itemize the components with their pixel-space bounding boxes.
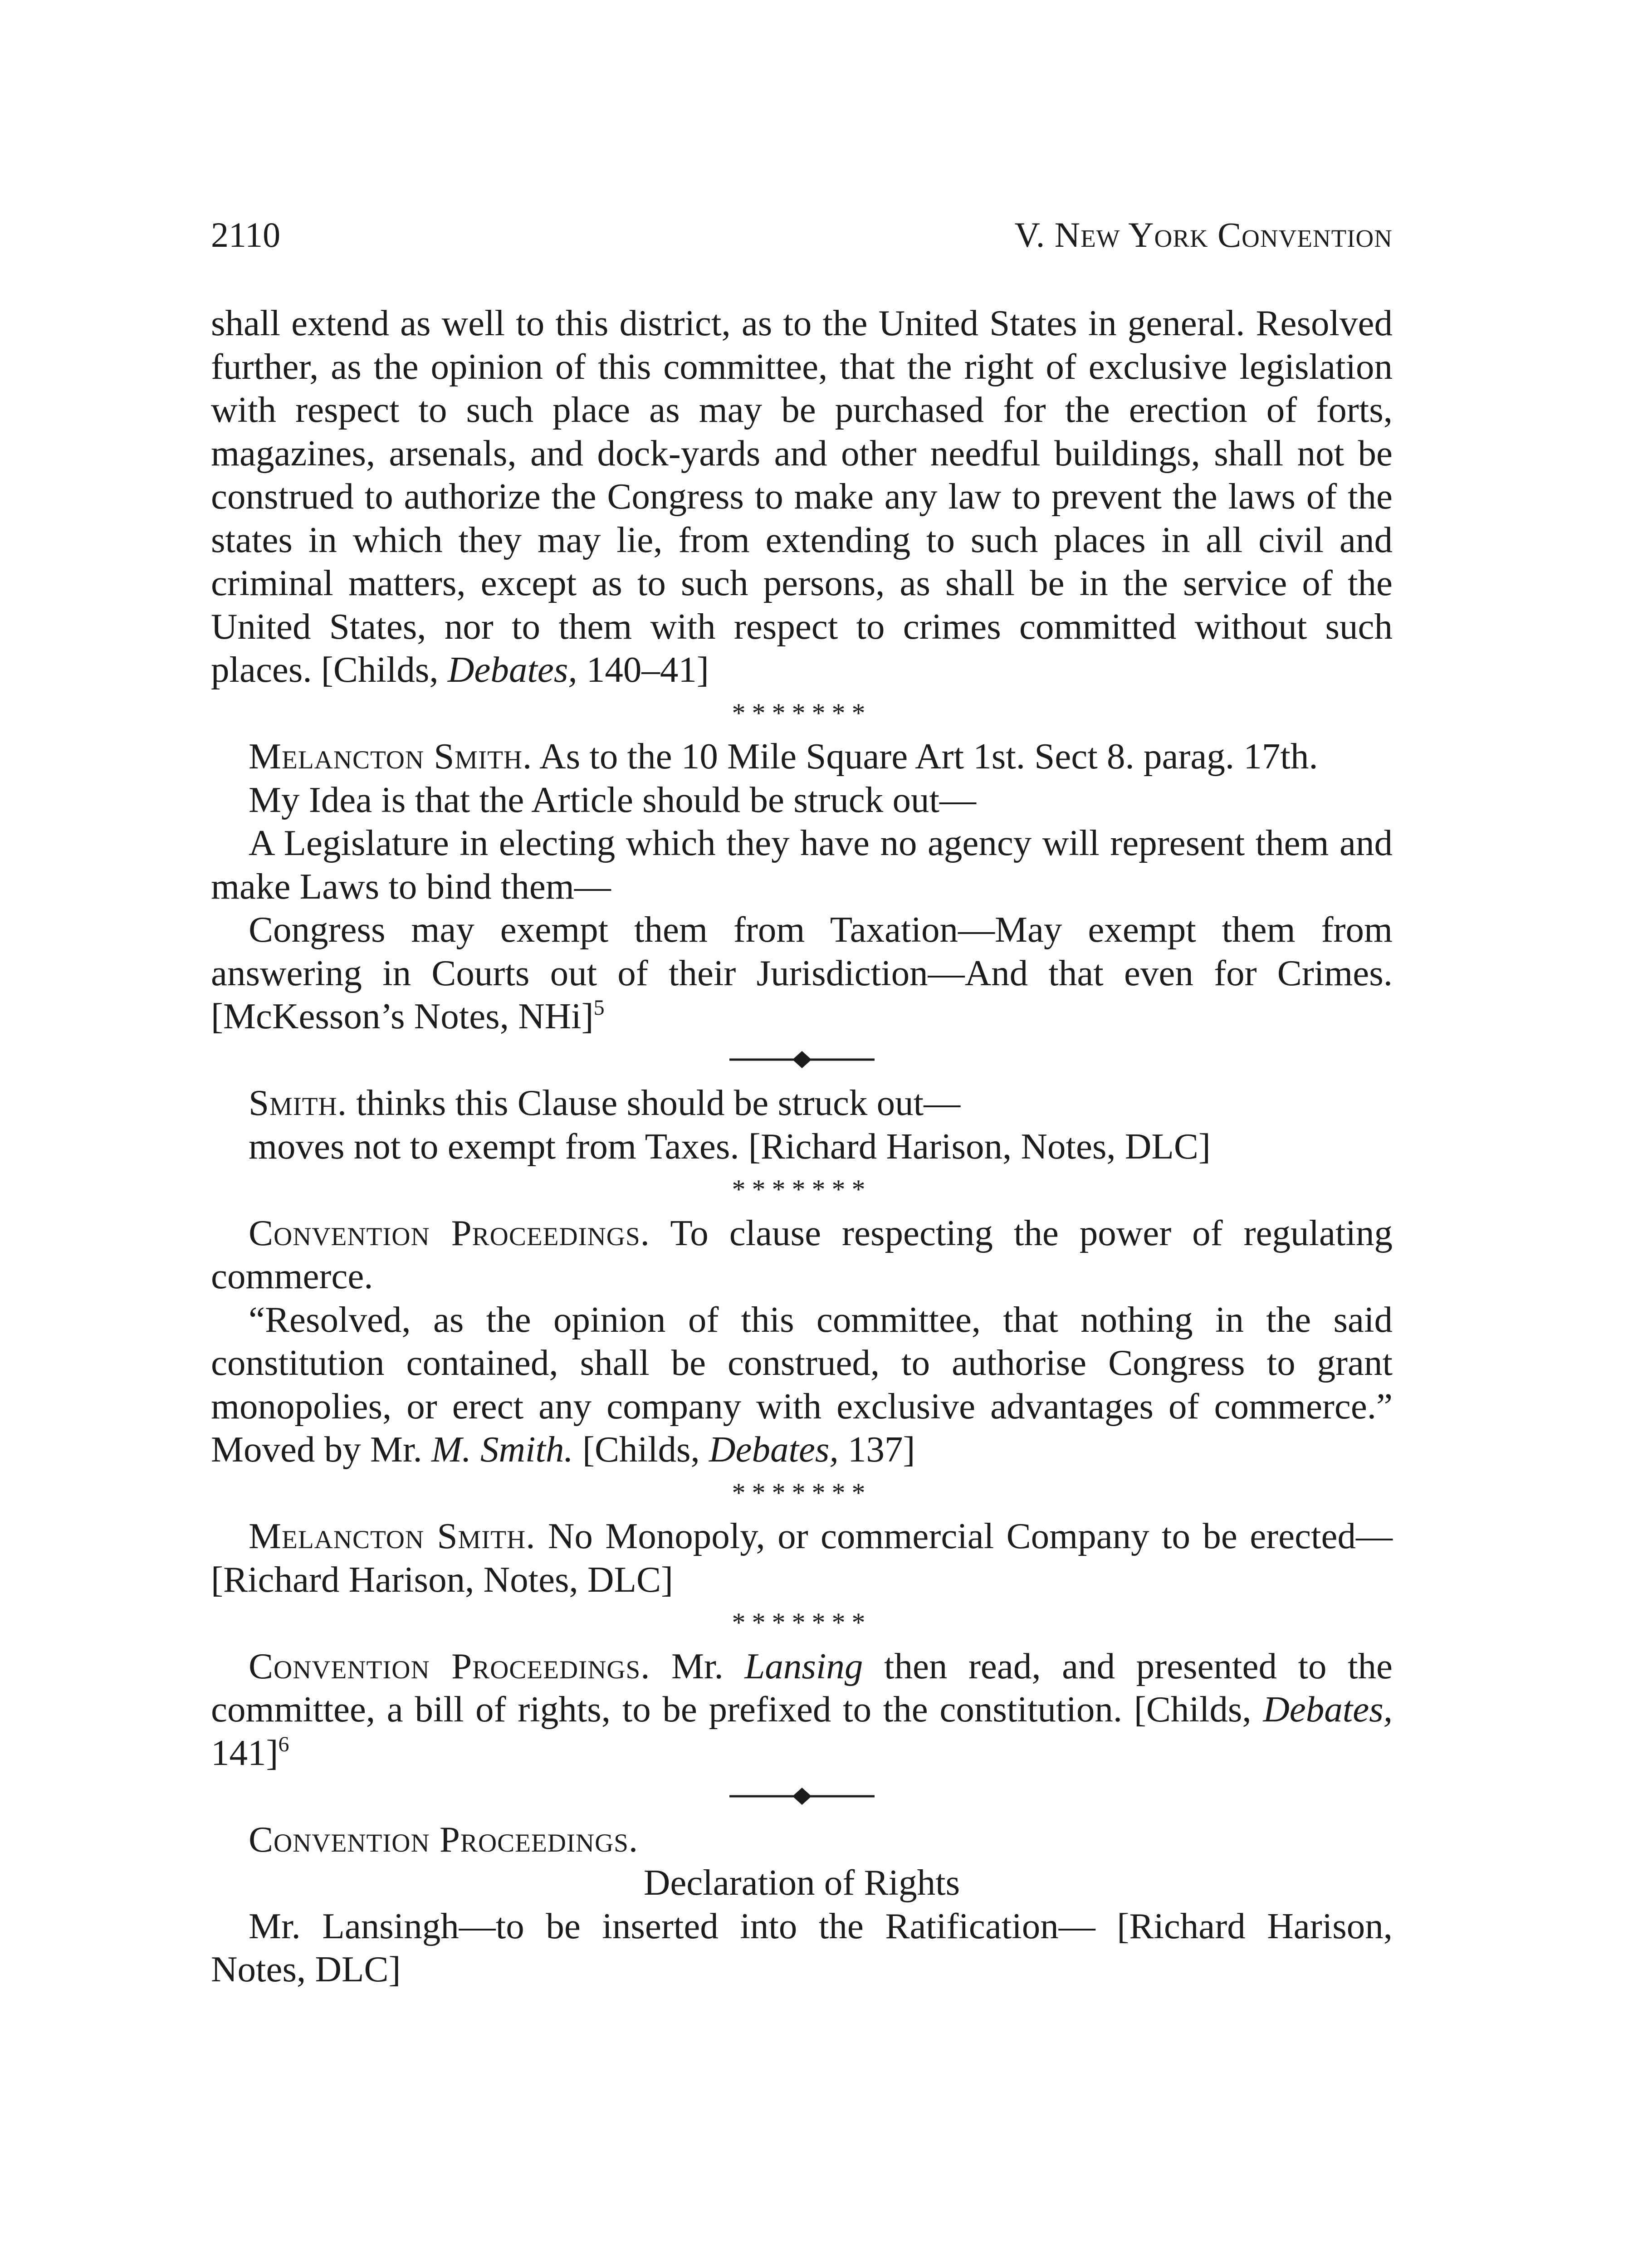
paragraph-resolution-continued: shall extend as well to this district, as to the United States in general. Resolved further, as the opinion of this committee, that the right of exclusive legislation with respect to such place as may be purchased for the erection of forts, magazines, arsenals, and dock-yards and other needful buildings, shall not be construed to authorize the Congress to make any law to prevent the laws of the states in which they may lie, from extending to such places in all civil and criminal matters, except as to such persons, as shall be in the service of the United States, nor to them with respect to crimes committed without such places. [Childs, Debates, 140–41] [211, 303, 1393, 690]
section-separator: ******* [732, 1477, 872, 1508]
page-number: 2110 [211, 215, 281, 254]
footnote-marker: 5 [593, 996, 605, 1020]
section-separator: ******* [732, 1608, 872, 1637]
person-name: Lansing [744, 1645, 863, 1686]
diamond-rule-icon [727, 1048, 877, 1071]
running-head: V. New York Convention [1014, 215, 1393, 254]
paragraph-proceedings-heading [211, 1818, 1393, 1862]
speaker-name: Convention Proceedings. [249, 1645, 650, 1686]
section-separator: ******* [732, 1174, 872, 1204]
footnote-marker: 6 [278, 1732, 289, 1756]
source-title: Debates, [1263, 1689, 1393, 1730]
speaker-name: Convention Proceedings. [249, 1212, 650, 1253]
paragraph-idea: My Idea is that the Article should be struck out— [249, 779, 976, 820]
paragraph-congress-exempt: Congress may exempt them from Taxation—May exempt them from answering in Courts out of their Jurisdiction—And that even for Crimes. [McKesson’s Notes, NHi]$^5$ [211, 909, 1393, 1036]
paragraph-commerce-clause: Convention Proceedings. To clause respecting the power of regulating commerce. [211, 1212, 1393, 1296]
person-name: M. Smith. [431, 1429, 573, 1470]
source-title: Debates, [709, 1429, 839, 1470]
body-text [211, 302, 1393, 1991]
paragraph-smith-ten-mile: Melancton Smith. As to the 10 Mile Square Art 1st. Sect 8. parag. 17th. [249, 736, 1318, 777]
speaker-name: Smith. [249, 1082, 347, 1123]
ornament-divider [211, 1774, 1393, 1818]
speaker-name: Melancton Smith. [249, 1515, 536, 1556]
paragraph-no-monopoly: Melancton Smith. No Monopoly, or commercial Company to be erected— [Richard Harison, Notes, DLC] [211, 1515, 1393, 1600]
paragraph-taxes: moves not to exempt from Taxes. [Richard Harison, Notes, DLC] [249, 1125, 1211, 1167]
source-title: Debates, [447, 649, 577, 690]
speaker-name: Convention Proceedings. [249, 1818, 639, 1860]
paragraph-lansingh: Mr. Lansingh—to be inserted into the Ratification— [Richard Harison, Notes, DLC] [211, 1905, 1393, 1989]
ornament-divider [211, 1038, 1393, 1082]
paragraph-bill-of-rights: Convention Proceedings. Mr. Lansing then read, and presented to the committee, a bill of rights, to be prefixed to the constitution. [Childs, Debates, 141]$^6$ [211, 1645, 1393, 1773]
diamond-rule-icon [727, 1785, 877, 1808]
section-separator: ******* [732, 698, 872, 728]
speaker-name: Melancton Smith. [249, 736, 533, 777]
paragraph-legislature: A Legislature in electing which they have no agency will represent them and make Laws to bind them— [211, 822, 1393, 907]
declaration-of-rights-heading: Declaration of Rights [643, 1862, 960, 1903]
paragraph-smith-clause: Smith. thinks this Clause should be struck out— [249, 1082, 961, 1123]
paragraph-monopolies-resolution: “Resolved, as the opinion of this committee, that nothing in the said constitution contained, shall be construed, to authorise Congress to grant monopolies, or erect any company with exclusive advantages of commerce.” Moved by Mr. M. Smith. [Childs, Debates, 137] [211, 1299, 1393, 1470]
